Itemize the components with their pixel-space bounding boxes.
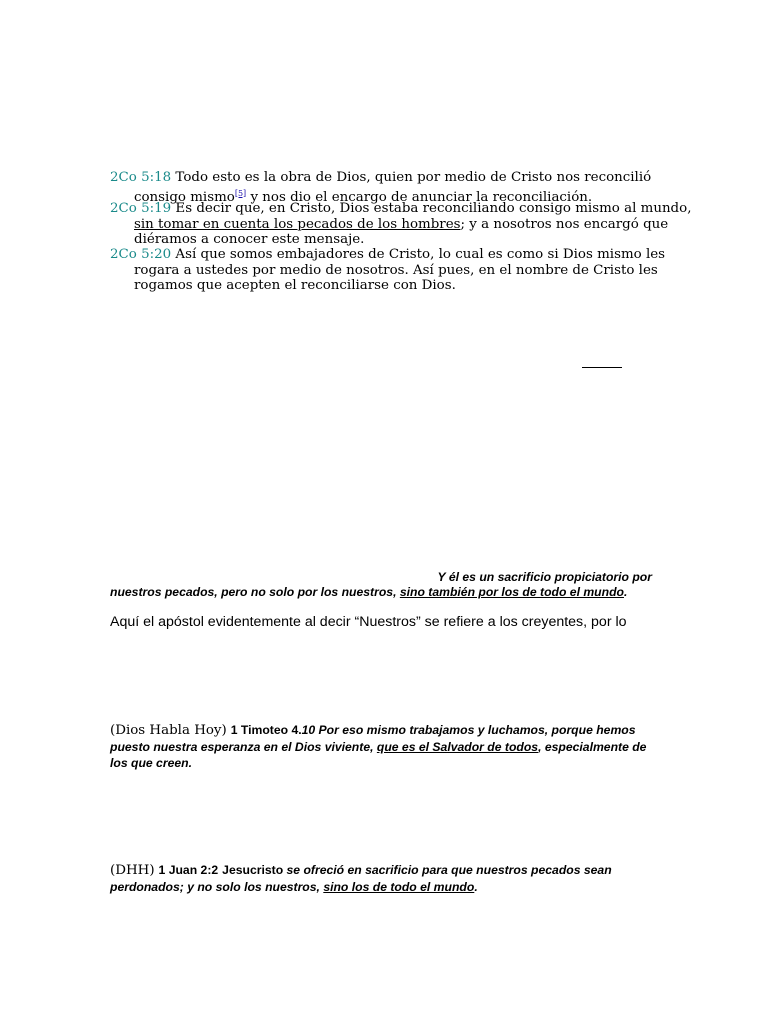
verse-text: y nos dio el encargo de anunciar la reconciliación. [246, 189, 593, 205]
verse-reference[interactable]: 2Co 5:19 [110, 201, 172, 216]
verse-2co-5-19 [110, 201, 694, 248]
quote-text: Por eso mismo trabajamos y luchamos, porque hemos puesto nuestra esperanza en el Dios viviente, [110, 723, 636, 754]
verse-2co-5-20 [110, 247, 694, 294]
short-rule [582, 367, 622, 368]
quote-text: nuestros pecados, pero no solo por los nuestros, [110, 585, 400, 599]
version-label: (Dios Habla Hoy) [110, 723, 227, 738]
version-label: (DHH) [110, 863, 155, 878]
quote-text: , especialmente de los que creen. [110, 739, 647, 770]
underlined-phrase: que es el Salvador de todos [376, 739, 539, 754]
verse-reference[interactable]: 2Co 5:18 [110, 170, 172, 185]
underlined-phrase: sin tomar en cuenta los pecados de los hombres [134, 216, 461, 232]
footnote-link[interactable]: [5] [234, 188, 247, 198]
passage-ref: 1 Timoteo 4. [230, 723, 302, 737]
verse-text: Todo esto es la obra de Dios, quien por medio de Cristo nos reconcilió consigo mismo [134, 170, 652, 205]
quote-line [110, 585, 652, 600]
underlined-phrase: sino los de todo el mundo [323, 879, 475, 894]
verse-number: 10 [301, 723, 316, 737]
verse-reference[interactable]: 2Co 5:20 [110, 247, 172, 262]
quote-line: Y él es un sacrificio propiciatorio por [437, 570, 652, 584]
quote-text: . [474, 879, 478, 894]
verse-text: Así que somos embajadores de Cristo, lo cual es como si Dios mismo les rogara a ustedes por medio de nosotros. Así pues, en el nombre de Cristo les rogamos que acepten el reconciliarse con Dios. [134, 247, 666, 293]
quote-1-timothy [110, 722, 652, 771]
subject-word: Jesucristo [222, 863, 284, 877]
verse-text: ; y a nosotros nos encargó que diéramos a conocer este mensaje. [134, 216, 669, 247]
quote-text: se ofreció en sacrificio para que nuestros pecados sean perdonados; y no solo los nuestros, [110, 863, 612, 894]
quote-propitiation [110, 570, 652, 600]
passage-ref: 1 Juan 2:2 [158, 863, 219, 877]
quote-1-john [110, 862, 652, 895]
quote-text: . [623, 585, 628, 599]
verse-text: Es decir que, en Cristo, Dios estaba reconciliando consigo mismo al mundo, [175, 201, 692, 216]
underlined-phrase: sino también por los de todo el mundo [399, 585, 624, 599]
body-paragraph: Aquí el apóstol evidentemente al decir “Nuestros” se refiere a los creyentes, por lo [110, 614, 627, 630]
verse-2co-5-18 [110, 170, 694, 205]
